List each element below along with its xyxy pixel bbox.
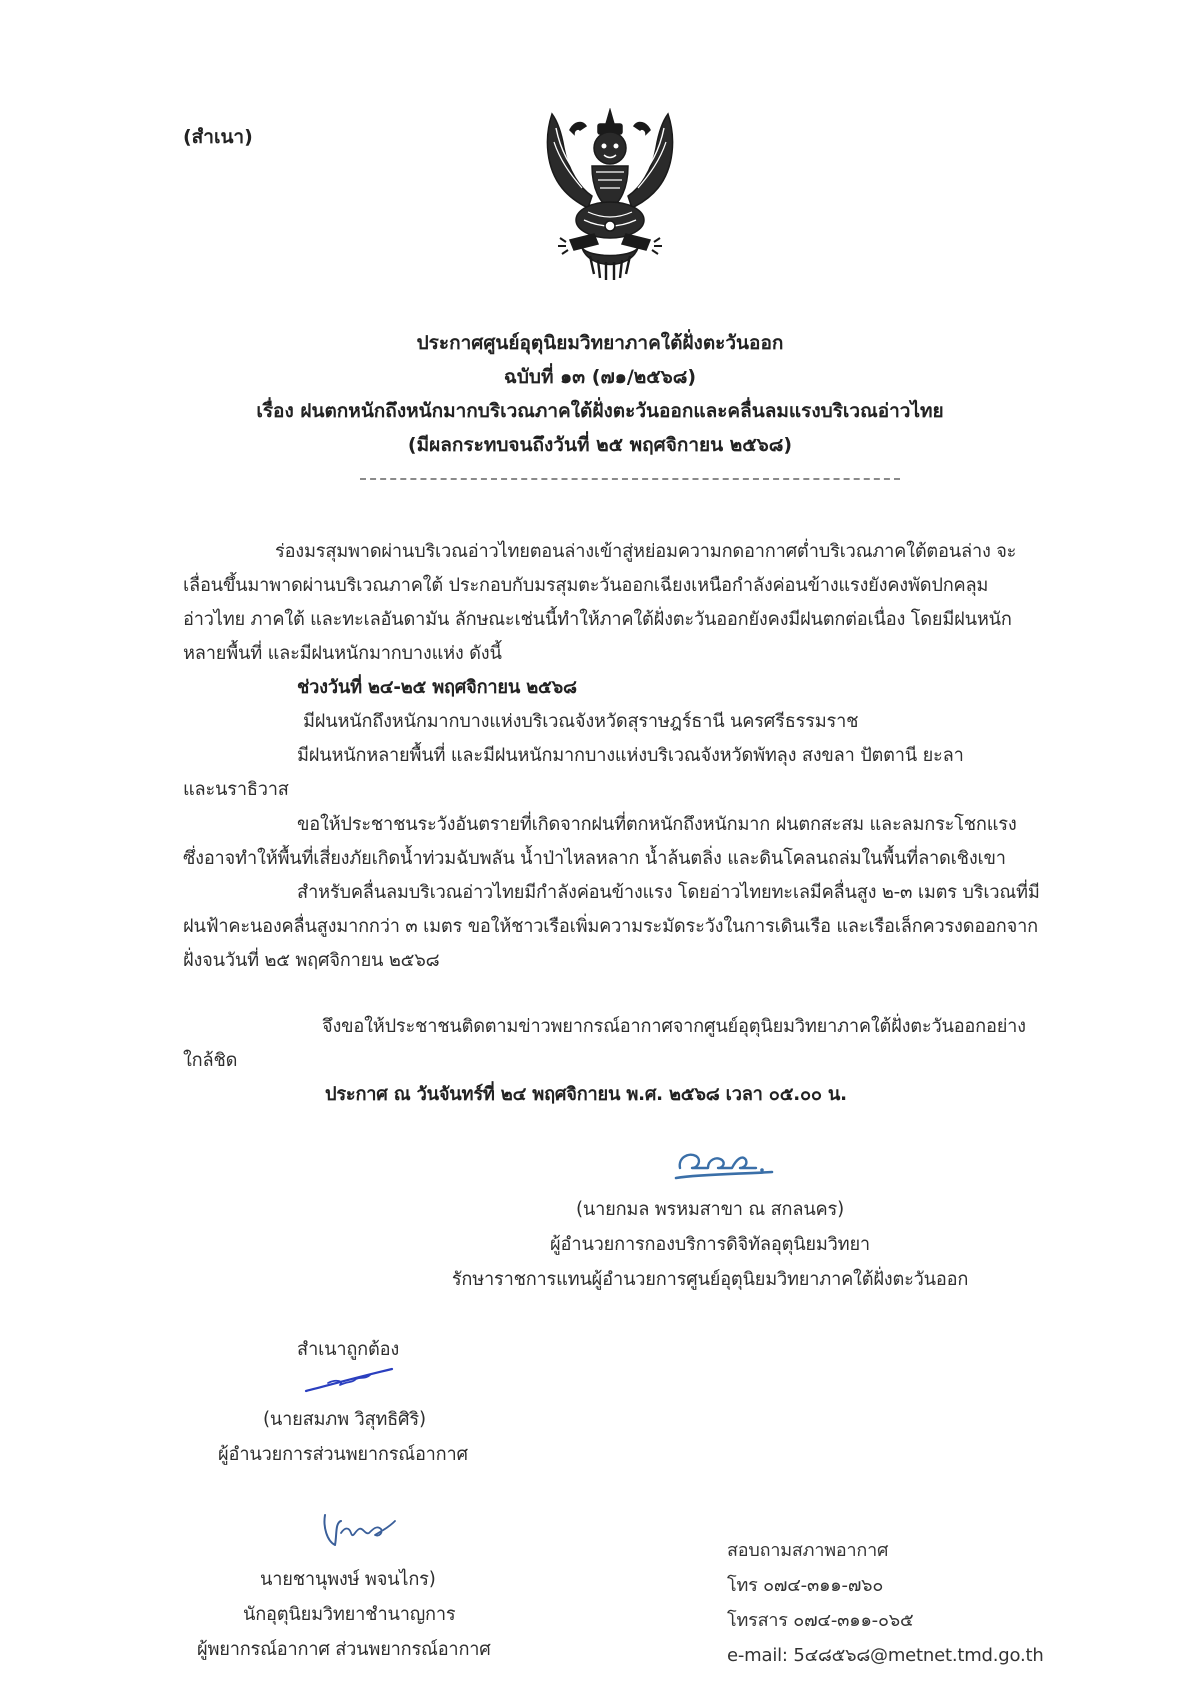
issue-number: ฉบับที่ ๑๓ (๗๑/๒๕๖๘) — [503, 366, 697, 388]
closing-line: จึงขอให้ประชาชนติดตามข่าวพยากรณ์อากาศจากศูนย์อุตุนิยมวิทยาภาคใต้ฝั่งตะวันออกอย่าง — [322, 1016, 1026, 1037]
warning-line: ขอให้ประชาชนระวังอันตรายที่เกิดจากฝนที่ตกหนักถึงหนักมาก ฝนตกสะสม และลมกระโชกแรง — [297, 814, 1017, 835]
effective-date: (มีผลกระทบจนถึงวันที่ ๒๕ พฤศจิกายน ๒๕๖๘) — [407, 434, 793, 456]
forecaster-signature-icon — [315, 1505, 405, 1555]
certifier-name: (นายสมภพ วิสุทธิศิริ) — [263, 1409, 426, 1430]
forecaster-role: ผู้พยากรณ์อากาศ ส่วนพยากรณ์อากาศ — [197, 1639, 491, 1660]
contact-phone: โทร ๐๗๔-๓๑๑-๗๖๐ — [727, 1575, 884, 1596]
intro-line: หลายพื้นที่ และมีฝนหนักมากบางแห่ง ดังนี้ — [183, 643, 502, 664]
announced-datetime: ประกาศ ณ วันจันทร์ที่ ๒๔ พฤศจิกายน พ.ศ. ๒๕๖๘ เวลา ๐๕.๐๐ น. — [325, 1084, 847, 1105]
announcement-title: ประกาศศูนย์อุตุนิยมวิทยาภาคใต้ฝั่งตะวันออก — [416, 332, 784, 354]
marine-line: ฝั่งจนวันที่ ๒๕ พฤศจิกายน ๒๕๖๘ — [183, 950, 440, 971]
contact-fax: โทรสาร ๐๗๔-๓๑๑-๐๖๕ — [727, 1610, 914, 1631]
main-signature-icon — [672, 1138, 782, 1186]
marine-line: สำหรับคลื่นลมบริเวณอ่าวไทยมีกำลังค่อนข้างแรง โดยอ่าวไทยทะเลมีคลื่นสูง ๒-๓ เมตร บริเวณที่มี — [297, 882, 1040, 903]
copy-mark: (สำเนา) — [183, 126, 253, 148]
main-signatory-name: (นายกมล พรหมสาขา ณ สกลนคร) — [576, 1199, 844, 1220]
forecaster-name: นายชานุพงษ์ พจนไกร) — [260, 1569, 436, 1590]
contact-heading: สอบถามสภาพอากาศ — [727, 1540, 889, 1561]
garuda-emblem-icon — [540, 108, 680, 280]
warning-line: ซึ่งอาจทำให้พื้นที่เสี่ยงภัยเกิดน้ำท่วมฉับพลัน น้ำป่าไหลหลาก น้ำล้นตลิ่ง และดินโคลนถล่มในพื้นที่ลาดเชิงเขา — [183, 848, 1006, 869]
period-heading: ช่วงวันที่ ๒๔-๒๕ พฤศจิกายน ๒๕๖๘ — [297, 677, 577, 698]
announcement-subject: เรื่อง ฝนตกหนักถึงหนักมากบริเวณภาคใต้ฝั่งตะวันออกและคลื่นลมแรงบริเวณอ่าวไทย — [256, 400, 944, 422]
certifier-position: ผู้อำนวยการส่วนพยากรณ์อากาศ — [218, 1444, 468, 1465]
main-signatory-position: ผู้อำนวยการกองบริการดิจิทัลอุตุนิยมวิทยา — [550, 1234, 870, 1255]
main-signatory-acting: รักษาราชการแทนผู้อำนวยการศูนย์อุตุนิยมวิทยาภาคใต้ฝั่งตะวันออก — [451, 1269, 969, 1290]
intro-line: ร่องมรสุมพาดผ่านบริเวณอ่าวไทยตอนล่างเข้าสู่หย่อมความกดอากาศต่ำบริเวณภาคใต้ตอนล่าง จะ — [275, 541, 1017, 562]
forecast-line: มีฝนหนักถึงหนักมากบางแห่งบริเวณจังหวัดสุราษฎร์ธานี นครศรีธรรมราช — [303, 711, 859, 732]
forecast-line: และนราธิวาส — [183, 779, 289, 800]
header-divider — [360, 478, 900, 480]
intro-line: เลื่อนขึ้นมาพาดผ่านบริเวณภาคใต้ ประกอบกับมรสุมตะวันออกเฉียงเหนือกำลังค่อนข้างแรงยังคงพัดปกคลุม — [183, 575, 989, 596]
forecast-line: มีฝนหนักหลายพื้นที่ และมีฝนหนักมากบางแห่งบริเวณจังหวัดพัทลุง สงขลา ปัตตานี ยะลา — [297, 745, 964, 766]
intro-line: อ่าวไทย ภาคใต้ และทะเลอันดามัน ลักษณะเช่นนี้ทำให้ภาคใต้ฝั่งตะวันออกยังคงมีฝนตกต่อเนื่อง โดยมีฝนหนัก — [183, 609, 1012, 630]
closing-line: ใกล้ชิด — [183, 1050, 238, 1071]
certified-copy-label: สำเนาถูกต้อง — [297, 1339, 400, 1360]
certifier-signature-icon — [300, 1365, 400, 1395]
marine-line: ฝนฟ้าคะนองคลื่นสูงมากกว่า ๓ เมตร ขอให้ชาวเรือเพิ่มความระมัดระวังในการเดินเรือ และเรือเล็กควรงดออกจาก — [183, 916, 1038, 937]
contact-email[interactable]: e-mail: 5๔๘๕๖๘@metnet.tmd.go.th — [727, 1645, 1044, 1666]
forecaster-position: นักอุตุนิยมวิทยาชำนาญการ — [243, 1604, 456, 1625]
